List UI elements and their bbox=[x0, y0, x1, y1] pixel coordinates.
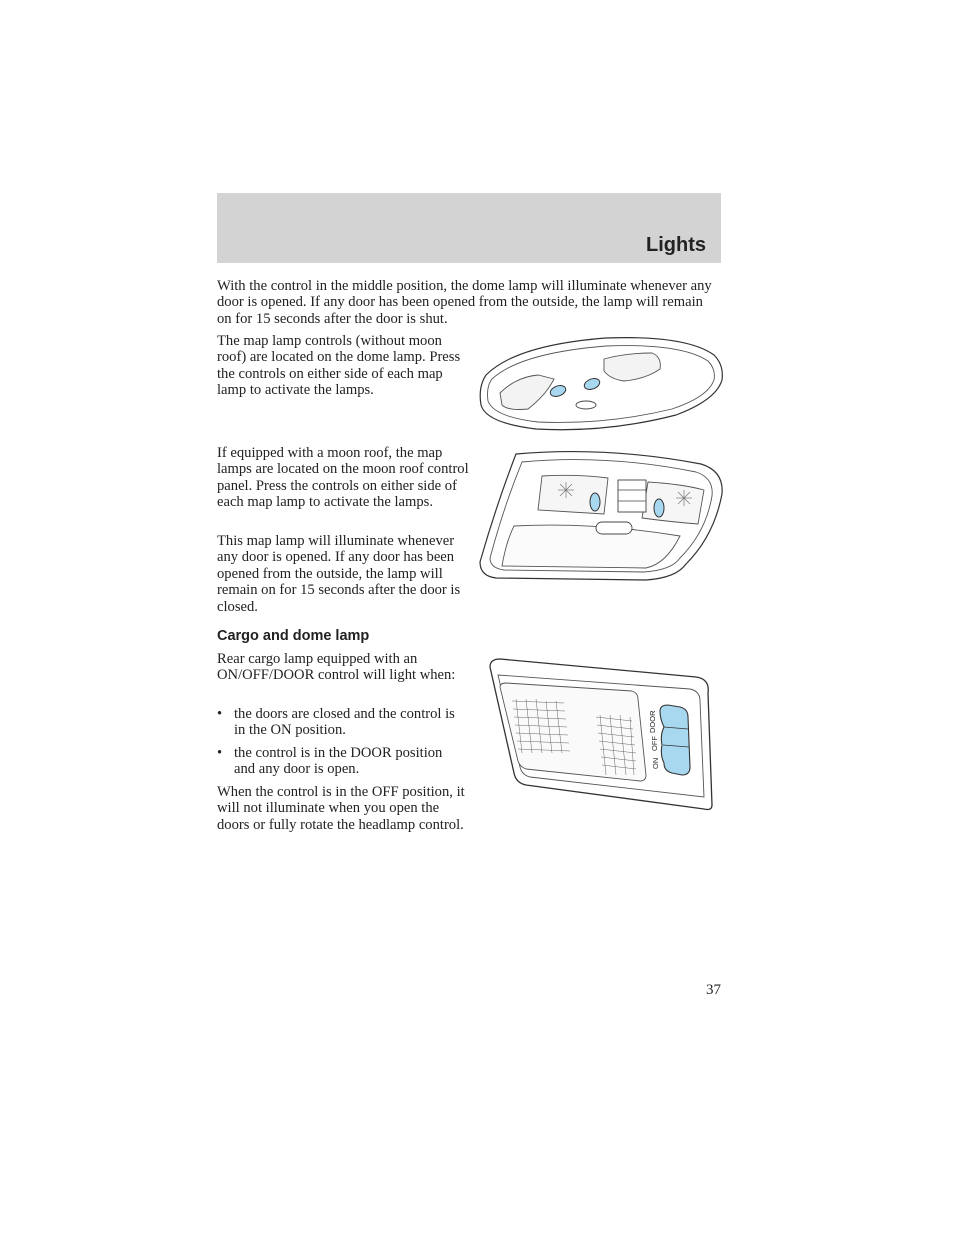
section-heading-cargo: Cargo and dome lamp bbox=[217, 628, 370, 644]
paragraph-dome-lamp-middle: With the control in the middle position, the dome lamp will illuminate whenever any door is opened. If any door has been opened from the outside, the lamp will remain on for 15 seconds after the door is shut. bbox=[217, 278, 712, 327]
paragraph-map-lamp-controls: The map lamp controls (without moon roof) are located on the dome lamp. Press the controls on either side of each map lamp to activate the lamps. bbox=[217, 333, 461, 399]
switch-label-door: DOOR bbox=[648, 710, 657, 733]
moon-roof-panel-illustration bbox=[476, 446, 726, 588]
cargo-switch bbox=[660, 705, 690, 775]
header-band bbox=[217, 193, 721, 263]
paragraph-moon-roof: If equipped with a moon roof, the map lamps are located on the moon roof control panel. Press the controls on either side of each map lamp to activate the lamps. bbox=[217, 445, 469, 511]
paragraph-cargo-lamp: Rear cargo lamp equipped with an ON/OFF/DOOR control will light when: bbox=[217, 651, 456, 684]
page-title: Lights bbox=[646, 234, 706, 256]
bullet-glyph: • bbox=[217, 744, 223, 761]
list-item: • the doors are closed and the control is in the ON position. bbox=[217, 706, 455, 739]
paragraph-map-lamp-illuminate: This map lamp will illuminate whenever any door is opened. If any door has been opened from the outside, the lamp will remain on for 15 seconds after the door is closed. bbox=[217, 533, 461, 615]
bullet-list bbox=[217, 706, 467, 784]
switch-label-off: OFF bbox=[650, 736, 659, 751]
paragraph-cargo-off: When the control is in the OFF position, it will not illuminate when you open the doors or fully rotate the headlamp control. bbox=[217, 784, 465, 833]
bullet-glyph: • bbox=[217, 706, 223, 722]
list-item: • the control is in the DOOR position and any door is open. bbox=[217, 744, 443, 778]
page-number: 37 bbox=[706, 982, 721, 998]
map-lamp-button-left bbox=[590, 493, 600, 511]
cargo-lamp-illustration bbox=[486, 657, 718, 812]
dome-lamp-illustration bbox=[476, 335, 726, 435]
switch-label-on: ON bbox=[651, 757, 660, 769]
map-lamp-button-right bbox=[654, 499, 664, 517]
